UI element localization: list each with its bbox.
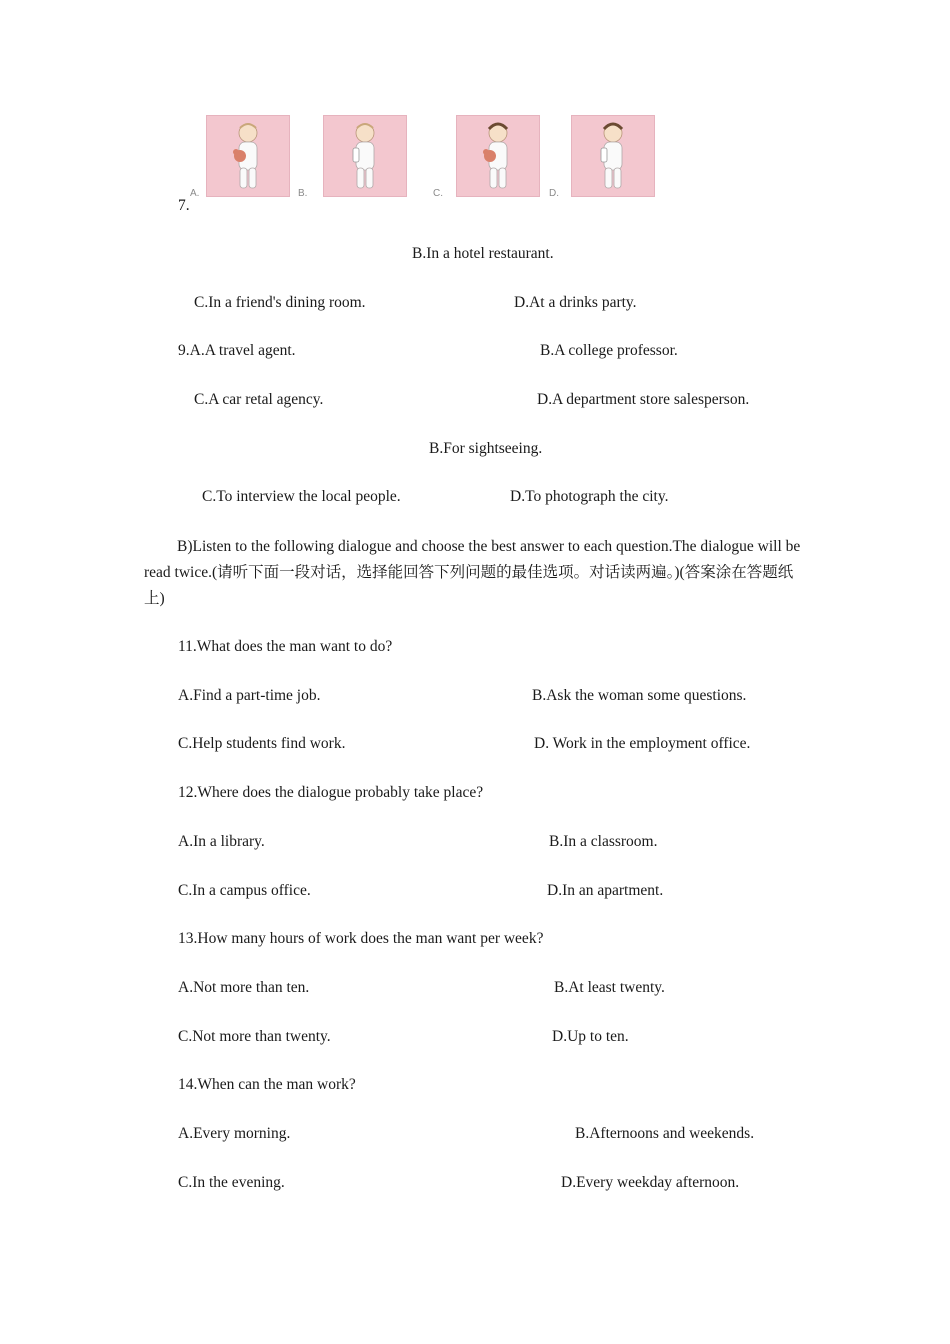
q14-option-c: C.In the evening. — [178, 1174, 285, 1191]
q12-option-d: D.In an apartment. — [547, 882, 664, 899]
q8-option-d: D.At a drinks party. — [514, 294, 637, 311]
q9-option-a: 9.A.A travel agent. — [178, 342, 296, 359]
q13-option-a: A.Not more than ten. — [178, 979, 310, 996]
q12-option-c: C.In a campus office. — [178, 882, 311, 899]
q7-label-b: B. — [298, 188, 308, 199]
q11-option-b: B.Ask the woman some questions. — [532, 687, 747, 704]
q10-option-b: B.For sightseeing. — [429, 440, 543, 457]
q7-number: 7. — [178, 197, 190, 214]
q7-picture-b — [323, 115, 407, 197]
baby-with-toy-icon — [207, 116, 289, 196]
q13-question: 13.How many hours of work does the man want per week? — [178, 930, 544, 947]
q9-option-d: D.A department store salesperson. — [537, 391, 750, 408]
q11-option-c: C.Help students find work. — [178, 735, 346, 752]
q13-option-b: B.At least twenty. — [554, 979, 665, 996]
q8-option-b: B.In a hotel restaurant. — [412, 245, 554, 262]
q10-option-c: C.To interview the local people. — [202, 488, 401, 505]
baby-with-bottle-icon — [324, 116, 406, 196]
q12-option-b: B.In a classroom. — [549, 833, 658, 850]
q7-label-c: C. — [433, 188, 443, 199]
q10-option-d: D.To photograph the city. — [510, 488, 669, 505]
q7-label-d: D. — [549, 188, 559, 199]
q11-option-d: D. Work in the employment office. — [534, 735, 751, 752]
q7-picture-a — [206, 115, 290, 197]
q9-option-b: B.A college professor. — [540, 342, 678, 359]
q13-option-c: C.Not more than twenty. — [178, 1028, 331, 1045]
q12-option-a: A.In a library. — [178, 833, 265, 850]
q12-question: 12.Where does the dialogue probably take place? — [178, 784, 484, 801]
q14-option-d: D.Every weekday afternoon. — [561, 1174, 740, 1191]
baby-with-bottle-icon — [572, 116, 654, 196]
q14-option-a: A.Every morning. — [178, 1125, 291, 1142]
q14-question: 14.When can the man work? — [178, 1076, 356, 1093]
q9-option-c: C.A car retal agency. — [194, 391, 324, 408]
q7-picture-d — [571, 115, 655, 197]
q13-option-d: D.Up to ten. — [552, 1028, 629, 1045]
q11-option-a: A.Find a part-time job. — [178, 687, 321, 704]
q7-picture-c — [456, 115, 540, 197]
q11-question: 11.What does the man want to do? — [178, 638, 393, 655]
section-b-instruction: B)Listen to the following dialogue and choose the best answer to each question.The dialogue will be read twice.(请听下面一段对话，选择能回答下列问题的最佳选项。对话读两遍。)(答案涂在答题纸上) — [144, 538, 801, 607]
q7-label-a: A. — [190, 188, 200, 199]
baby-with-toy-icon — [457, 116, 539, 196]
q8-option-c: C.In a friend's dining room. — [194, 294, 366, 311]
q14-option-b: B.Afternoons and weekends. — [575, 1125, 755, 1142]
